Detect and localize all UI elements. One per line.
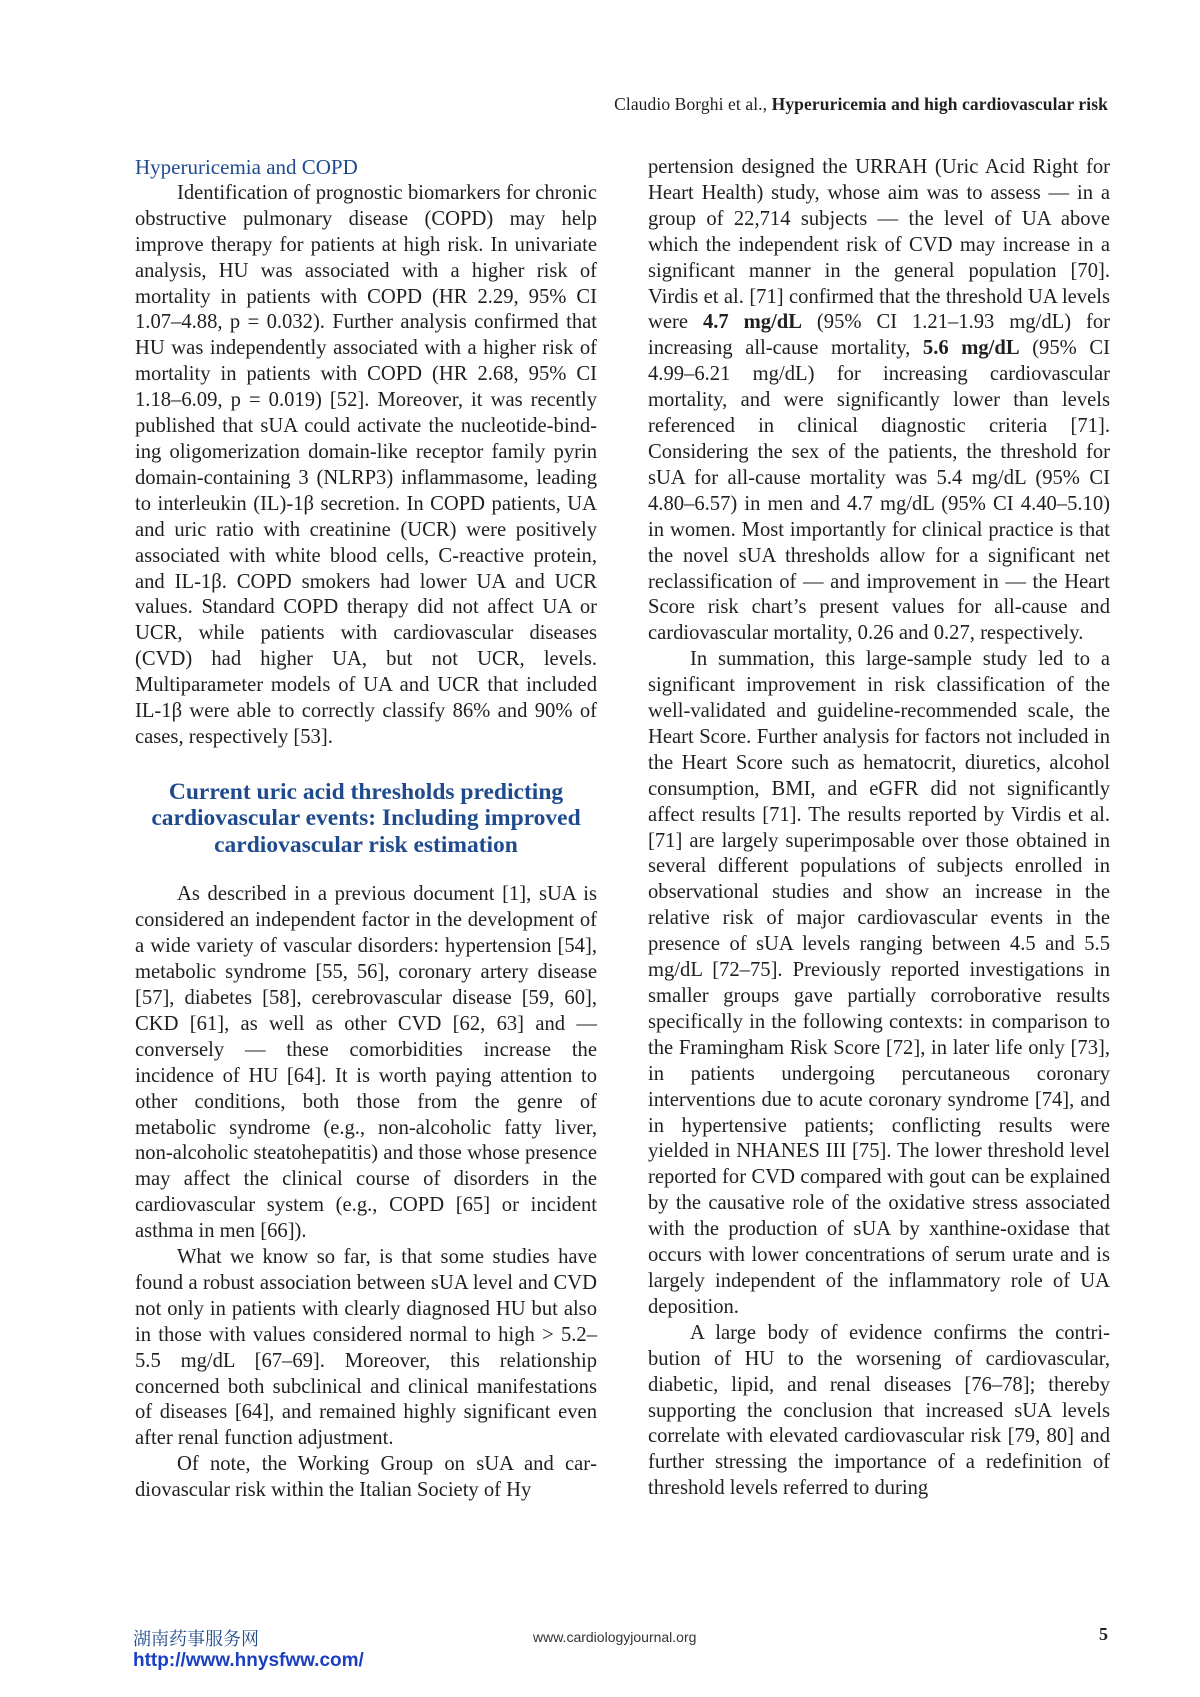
running-head-authors: Claudio Borghi et al., [614, 94, 768, 114]
page-number: 5 [1099, 1624, 1108, 1644]
paragraph-previous-document: As described in a previous document [1], sUA is considered an independent factor in the development of a wide variety of vascular disorders: hypertension [54], metabolic syndrome [55, 56], coronary artery disease [57], diabetes [58], cerebrovascular disease [59, 60], CKD [61], as well as other CVD [62, 63] and — conversely — these comorbidities increase the incidence of HU [64]. It is worth paying attention to other conditions, both those from the genre of metabolic syndrome (e.g., non-alcoholic fatty liver, non-alcoholic steatohepatitis) and those whose presence may affect the clinical course of disorders in the cardiovascular system (e.g., COPD [65] or incident asthma in men [66]). [135, 883, 597, 1243]
threshold-all-cause: 4.7 mg/dL [702, 311, 802, 334]
section-heading: Current uric acid thresholds predicting cardiovascular events: Including improved cardiovascular risk estimation [151, 778, 581, 858]
right-column [648, 155, 1110, 1502]
running-head-title: Hyperuricemia and high cardiovascular risk [771, 94, 1108, 114]
running-head [614, 94, 1108, 115]
paragraph-what-we-know: What we know so far, is that some studies have found a robust association between sUA level and CVD not only in patients with clearly diagnosed HU but also in those with values considered normal to high > 5.2–5.5 mg/dL [67–69]. Moreover, this relationship concerned both subclinical and clinical manifestations of diseases [64], and remained highly significant even after renal function adjustment. [135, 1246, 597, 1450]
paragraph-urrah-part-c: (95% CI 4.99–6.21 mg/dL) for increasing cardiovascular mortality, and were significantly lower than levels referenced in clinical diagnostic criteria [71]. Considering the sex of the patients, the threshold for sUA for all-cause mortality was 5.4 mg/dL (95% CI 4.80–6.57) in men and 4.7 mg/dL (95% CI 4.40–5.10) in women. Most importantly for clinical practice is that the novel sUA thresholds allow for a significant net reclassification of — and improvement in — the Heart Score risk chart’s present values for all-cause and cardiovascular mortality, 0.26 and 0.27, respectively. [648, 337, 1110, 645]
paragraph-evidence: A large body of evidence confirms the contribution of HU to the worsening of cardiovascular, diabetic, lipid, and renal diseases [76–78]; thereby supporting the conclusion that increased sUA levels correlate with elevated cardiovascular risk [79, 80] and further stressing the importance of a redefinition of threshold levels referred to during [648, 1321, 1110, 1500]
paragraph-urrah-part-a: pertension designed the URRAH (Uric Acid Right for Heart Health) study, whose aim was to assess — in a group of 22,714 subjects — the level of UA above which the independent risk of CVD may increase in a significant manner in the general population [70]. Virdis et al. [71] confirmed that the threshold UA levels were [648, 156, 1110, 334]
subsection-title: Hyperuricemia and COPD [135, 155, 358, 179]
footer-site-name: 湖南药事服务网 [133, 1629, 259, 1650]
footer-site-link[interactable]: http://www.hnysfww.com/ [133, 1650, 364, 1671]
paragraph-urrah [648, 155, 1110, 647]
paragraph-working-group: Of note, the Working Group on sUA and cardiovascular risk within the Italian Society of Hy [135, 1453, 597, 1502]
threshold-cardiovascular: 5.6 mg/dL [922, 337, 1020, 360]
paragraph-copd: Identification of prognostic biomarkers for chronic obstructive pulmonary disease (COPD) may help improve therapy for patients at high risk. In univariate analysis, HU was associated with a higher risk of mortality in patients with COPD (HR 2.29, 95% CI 1.07–4.88, p = 0.032). Further analysis confirmed that HU was independently associated with a higher risk of mortality in patients with COPD (HR 2.68, 95% CI 1.18–6.09, p = 0.019) [52]. Moreover, it was recently published that sUA could activate the nucleotide-binding oligomerization domain-like receptor family pyrin domain-containing 3 (NLRP3) inflammasome, leading to interleukin (IL)-1β secretion. In COPD patients, UA and uric ratio with creatinine (UCR) were positively associated with white blood cells, C-reactive protein, and IL-1β. COPD smokers had lower UA and UCR values. Standard COPD therapy did not affect UA or UCR, while patients with cardiovascular diseases (CVD) had higher UA, but not UCR, levels. Multiparameter models of UA and UCR that included IL-1β were able to correctly classify 86% and 90% of cases, respectively [53]. [135, 181, 597, 748]
footer-journal-link[interactable]: www.cardiologyjournal.org [533, 1629, 697, 1645]
paragraph-urrah-part-b: (95% CI 1.21–1.93 mg/dL) for increasing all-cause mortality, [648, 311, 1110, 360]
left-column [135, 155, 597, 1504]
paragraph-summation: In summation, this large-sample study led to a significant improvement in risk classification of the well-validated and guideline-recommended scale, the Heart Score. Further analysis for factors not included in the Heart Score such as hematocrit, diuretics, alcohol consumption, BMI, and eGFR did not significantly affect results [71]. The results reported by Virdis et al. [71] are largely superimposable over those obtained in several different populations of subjects enrolled in observational studies and show an increase in the relative risk of major cardiovascular events in the presence of sUA levels ranging between 4.5 and 5.5 mg/dL [72–75]. Previously reported investigations in smaller groups gave partially corroborative results specifically in the following contexts: in comparison to the Framingham Risk Score [72], in later life only [73], in patients undergoing percutaneous coronary interventions due to acute coronary syndrome [74], and in hypertensive patients; conflicting results were yielded in NHANES III [75]. The lower threshold level reported for CVD compared with gout can be explained by the causative role of the oxidative stress associated with the production of sUA by xanthine-oxidase that occurs with lower concentrations of serum urate and is largely independent of the inflammatory role of UA deposition. [648, 648, 1110, 1318]
